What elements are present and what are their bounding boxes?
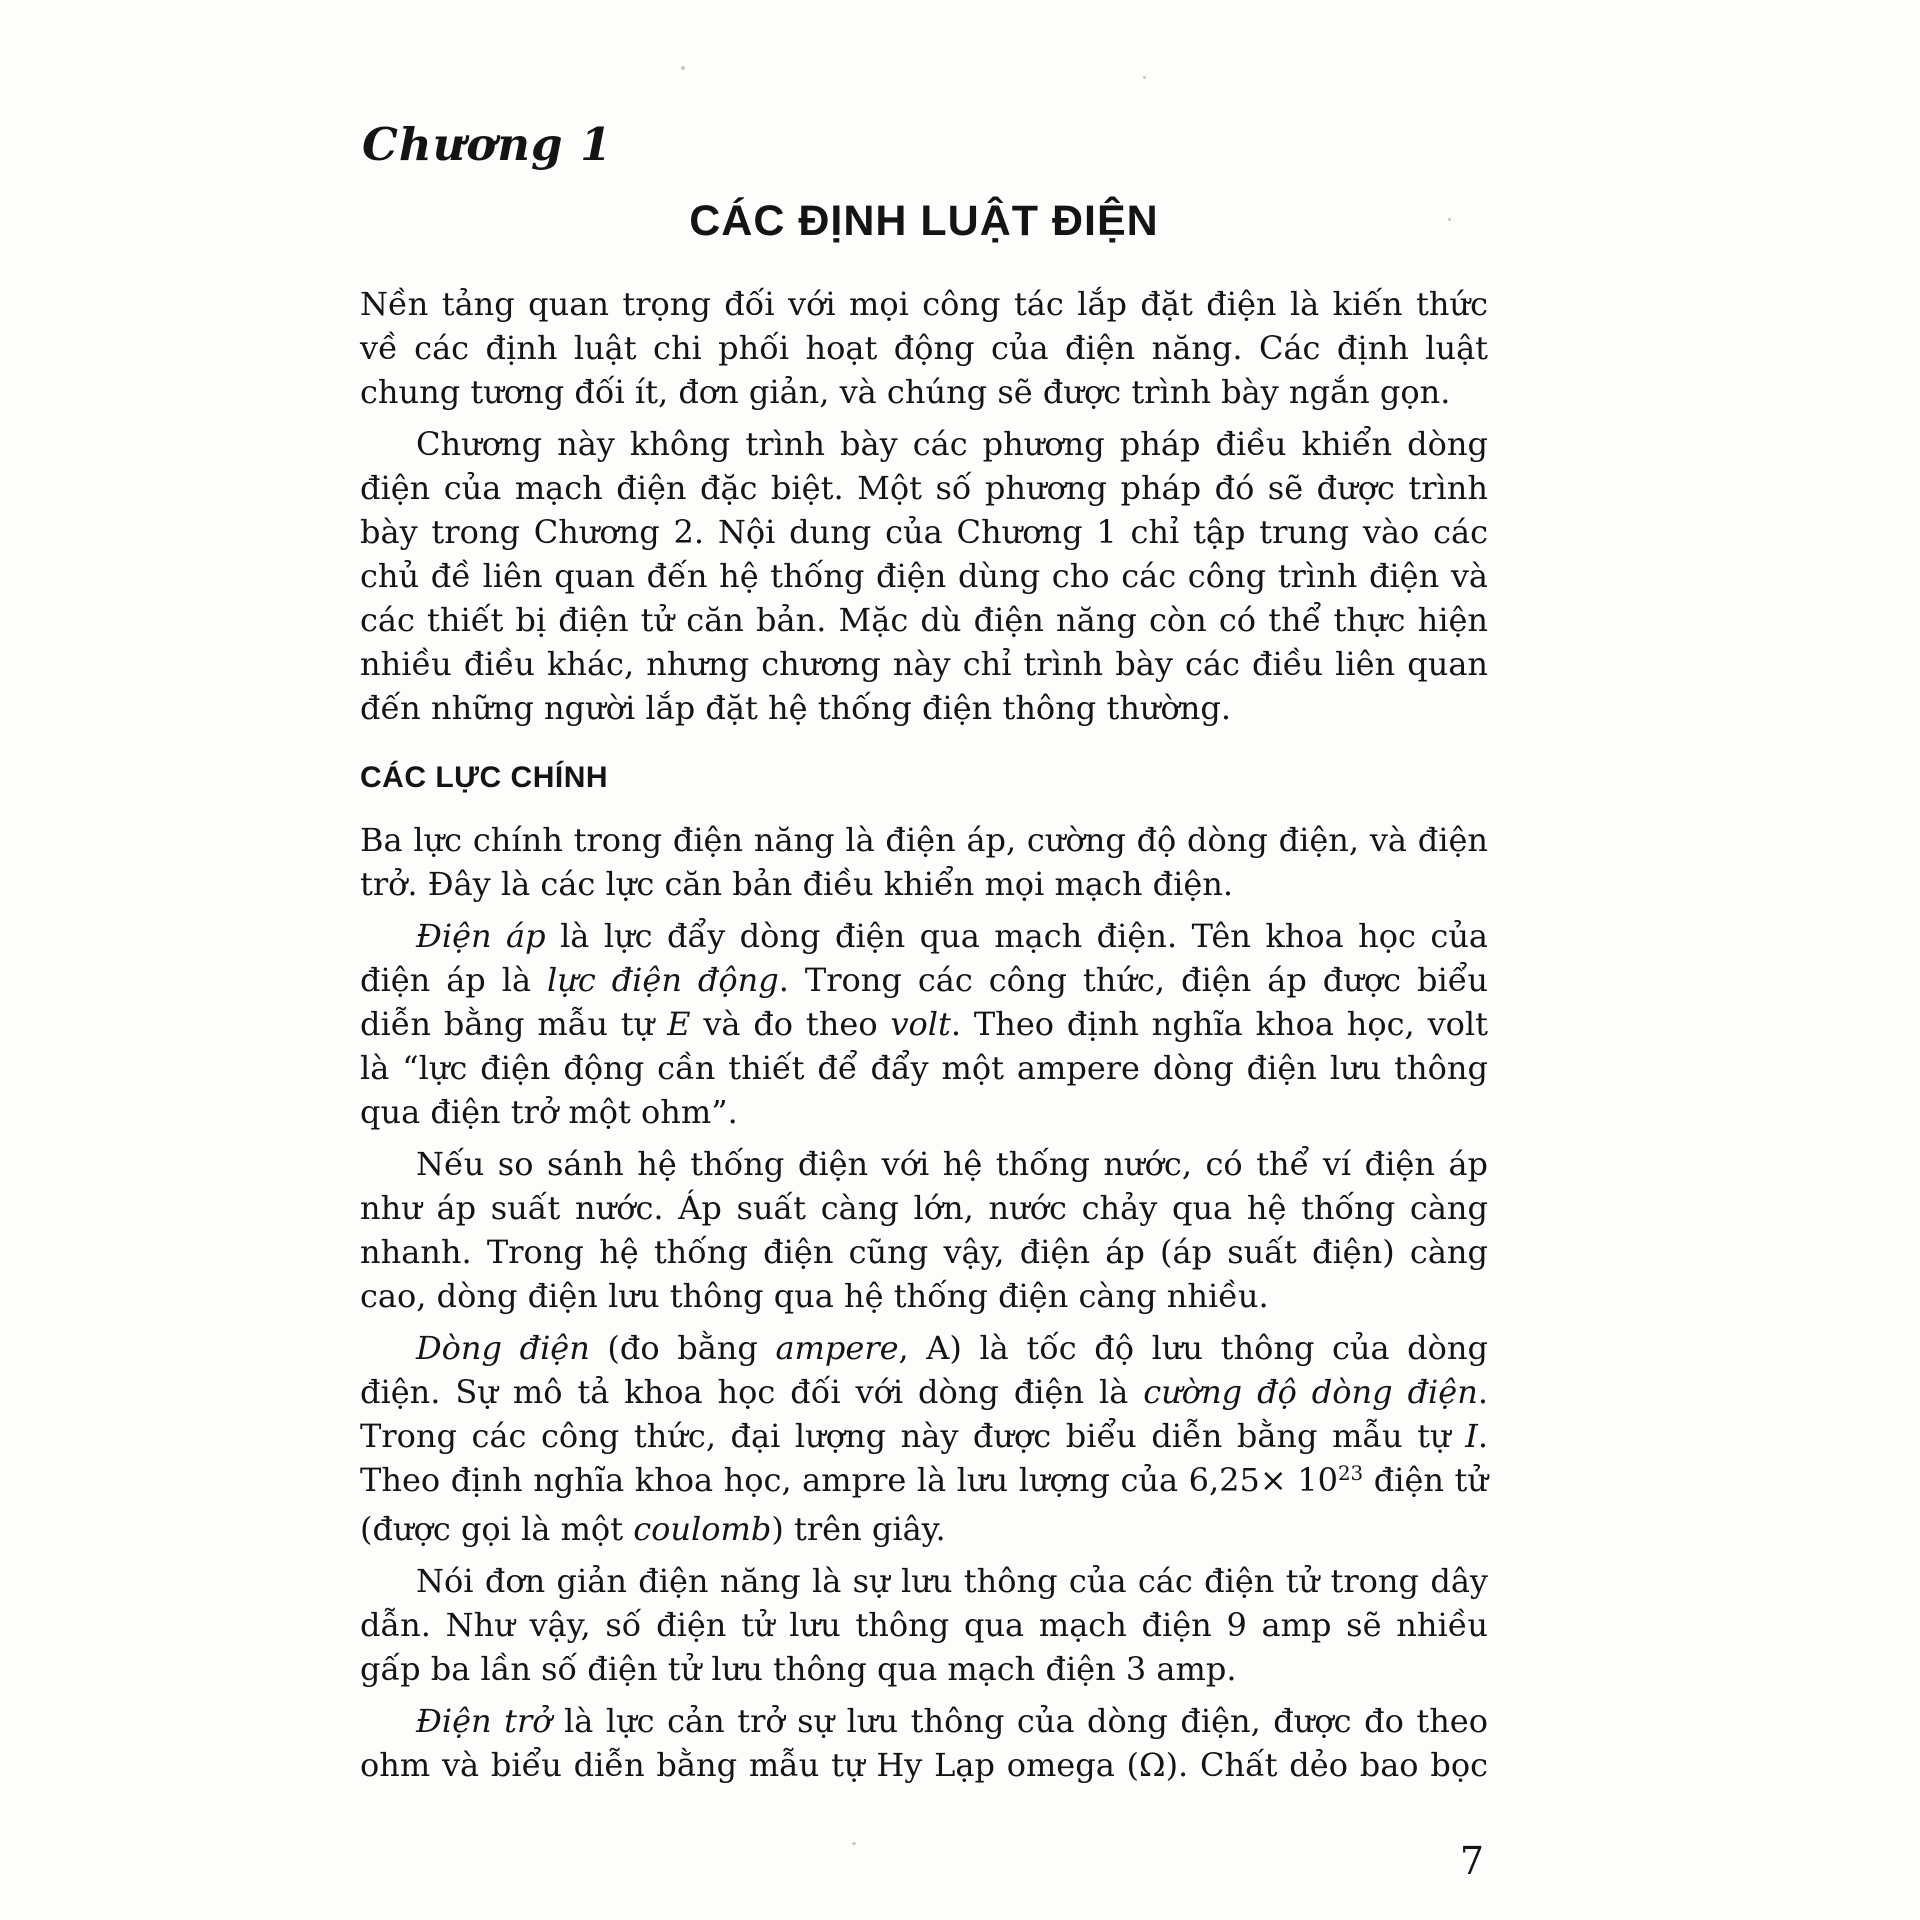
text-run: . Trong các công thức, đại lượng này được biểu diễn bằng mẫu tự (360, 1372, 1488, 1455)
paragraph (360, 282, 1488, 414)
italic-run: volt (890, 1004, 951, 1043)
text-run: , A) là tốc độ lưu thông của dòng điện. Sự mô tả khoa học đối với dòng điện là (360, 1328, 1489, 1411)
text-run: Nền tảng quan trọng đối với mọi công tác lắp đặt điện là kiến thức về các định luật chi phối hoạt động của điện năng. Các định luật chung tương đối ít, đơn giản, và chúng sẽ được trình bày ngắn gọn. (360, 284, 1488, 411)
text-run: là lực đẩy dòng điện qua mạch điện. Tên khoa học của điện áp là (360, 916, 1489, 999)
scan-speck (681, 66, 685, 70)
text-run: và đo theo (690, 1004, 891, 1043)
page-title: CÁC ĐỊNH LUẬT ĐIỆN (689, 197, 1159, 245)
superscript-run: 23 (1337, 1461, 1364, 1485)
italic-run: lực điện động (546, 960, 779, 999)
italic-run: Điện trở (416, 1701, 552, 1740)
paragraph (360, 1699, 1488, 1787)
text-column (360, 118, 1488, 1883)
text-run: điện tử (được gọi là một (360, 1460, 1488, 1548)
italic-run: cường độ dòng điện (1143, 1372, 1478, 1411)
paragraph (360, 1142, 1488, 1318)
paragraph (360, 422, 1488, 730)
text-run: Nói đơn giản điện năng là sự lưu thông của các điện tử trong dây dẫn. Như vậy, số điện tử lưu thông qua mạch điện 9 amp sẽ nhiều gấp ba lần số điện tử lưu thông qua mạch điện 3 amp. (360, 1561, 1488, 1688)
italic-run: E (667, 1004, 691, 1043)
paragraph (360, 818, 1488, 906)
page-number: 7 (1459, 1838, 1484, 1883)
paragraph (360, 1559, 1488, 1691)
text-run: . Theo định nghĩa khoa học, ampre là lưu lượng của 6,25× 10 (360, 1416, 1488, 1499)
paragraph (360, 1326, 1488, 1551)
text-run: Ba lực chính trong điện năng là điện áp, cường độ dòng điện, và điện trở. Đây là các lực căn bản điều khiển mọi mạch điện. (360, 820, 1488, 903)
text-run: . Trong các công thức, điện áp được biểu diễn bằng mẫu tự (360, 960, 1489, 1043)
text-run: là lực cản trở sự lưu thông của dòng điện, được đo theo ohm và biểu diễn bằng mẫu tự Hy Lạp omega (Ω). Chất dẻo bao bọc (360, 1701, 1489, 1784)
italic-run: I (1465, 1416, 1478, 1455)
italic-run: ampere (775, 1328, 899, 1367)
italic-run: coulomb (633, 1509, 772, 1548)
text-run: Nếu so sánh hệ thống điện với hệ thống nước, có thể ví điện áp như áp suất nước. Áp suất càng lớn, nước chảy qua hệ thống càng nhanh. Trong hệ thống điện cũng vậy, điện áp (áp suất điện) càng cao, dòng điện lưu thông qua hệ thống điện càng nhiều. (360, 1144, 1488, 1315)
italic-run: Điện áp (416, 916, 546, 955)
text-run: (đo bằng (589, 1328, 776, 1367)
text-run: ) trên giây. (771, 1509, 946, 1548)
scan-speck (1143, 76, 1146, 79)
section-heading: CÁC LỰC CHÍNH (360, 760, 609, 794)
italic-run: Dòng điện (416, 1328, 590, 1367)
text-run: Chương này không trình bày các phương pháp điều khiển dòng điện của mạch điện đặc biệt. Một số phương pháp đó sẽ được trình bày trong Chương 2. Nội dung của Chương 1 chỉ tập trung vào các chủ đề liên quan đến hệ thống điện dùng cho các công trình điện và các thiết bị điện tử căn bản. Mặc dù điện năng còn có thể thực hiện nhiều điều khác, nhưng chương này chỉ trình bày các điều liên quan đến những người lắp đặt hệ thống điện thông thường. (360, 424, 1488, 727)
paragraph (360, 914, 1488, 1134)
text-run: . Theo định nghĩa khoa học, volt là “lực điện động cần thiết để đẩy một ampere dòng điện lưu thông qua điện trở một ohm”. (360, 1004, 1489, 1131)
chapter-label: Chương 1 (362, 118, 613, 171)
